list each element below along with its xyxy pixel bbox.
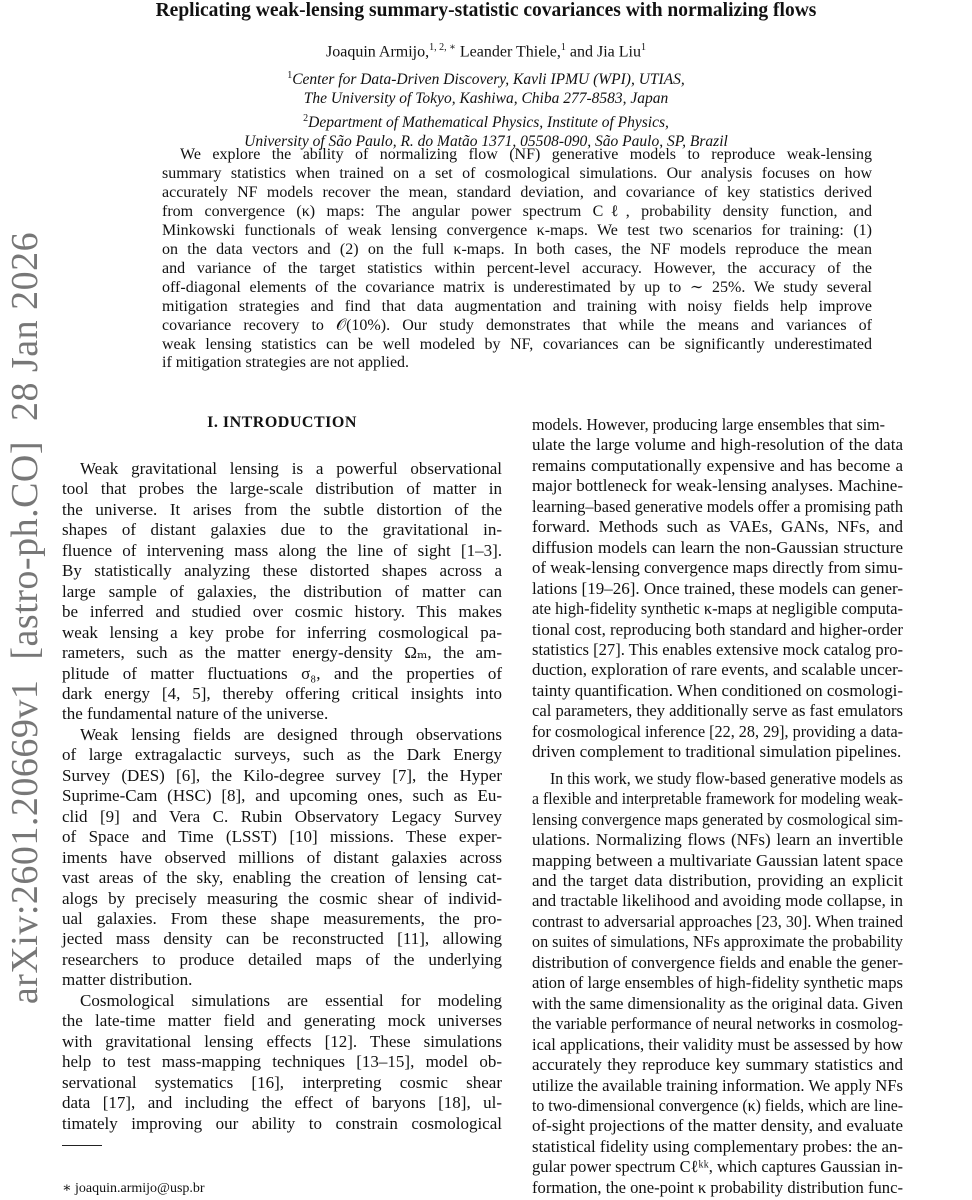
author-name: and Jia Liu <box>569 43 641 61</box>
affiliation-number: 1 <box>287 70 293 81</box>
text-line: clid [9] and Vera C. Rubin Observatory Legacy Survey <box>62 806 502 826</box>
abstract <box>162 146 872 373</box>
text-line: tional cost, reproducing both standard and higher-order <box>532 619 903 639</box>
text-line: accurately NF models recover the mean, standard deviation, and covariance of key statistics derived <box>162 183 872 201</box>
affiliation-line <box>0 109 972 132</box>
text-line: of large extragalactic surveys, such as the Dark Energy <box>62 745 502 765</box>
text-line: a flexible and interpretable framework for modeling weak- <box>532 789 903 809</box>
paragraph <box>162 146 872 373</box>
paragraph <box>62 991 502 1134</box>
affiliations <box>0 66 972 152</box>
text-line: on suites of simulations, NFs approximate the probability <box>532 932 903 952</box>
text-line: ical applications, their validity must be assessed by how <box>532 1034 903 1054</box>
text-line: data [17], and including the effect of baryons [18], ul- <box>62 1093 502 1113</box>
text-line: plitude of matter fluctuations σ₈, and the properties of <box>62 663 502 683</box>
text-line: statistical fidelity using complementary probes: the an- <box>532 1136 903 1156</box>
text-line: mitigation strategies and find that data augmentation and training with noisy fields help improve <box>162 297 872 315</box>
author-affiliation-mark: 1, 2, ∗ <box>429 42 456 53</box>
text-line: driven complement to traditional simulation pipelines. <box>532 742 902 762</box>
text-line: to two-dimensional convergence (κ) fields, which are line- <box>532 1095 903 1115</box>
text-line: diffusion models can learn the non-Gaussian structure <box>532 537 903 557</box>
text-line: servational systematics [16], interpreting cosmic shear <box>62 1072 502 1092</box>
text-line: cal parameters, they additionally serve as fast emulators <box>532 701 903 721</box>
text-line: statistics [27]. This enables extensive mock catalog pro- <box>532 639 903 659</box>
section-heading-introduction: I. INTRODUCTION <box>207 414 357 431</box>
text-line: the late-time matter field and generating mock universes <box>62 1011 502 1031</box>
text-line: ulations. Normalizing flows (NFs) learn an invertible <box>532 830 903 850</box>
text-line: accurately they reproduce key summary statistics and <box>532 1055 903 1075</box>
paragraph <box>532 415 903 763</box>
text-line: covariance recovery to 𝒪(10%). Our study demonstrates that while the means and variances of <box>162 316 872 334</box>
text-line: mapping between a multivariate Gaussian latent space <box>532 850 903 870</box>
text-line: matter distribution. <box>62 970 193 990</box>
text-line: distribution of convergence fields and enable the gener- <box>532 952 903 972</box>
paper-title: Replicating weak-lensing summary-statistic covariances with normalizing flows <box>155 0 817 21</box>
affiliation-line <box>0 66 972 89</box>
text-line: large sample of galaxies, the distribution of matter can <box>62 581 502 601</box>
text-line: weak lensing a key probe for inferring cosmological pa- <box>62 622 502 642</box>
text-line: weak lensing statistics can be well modeled by NF, covariances can be significantly underestimated <box>162 335 872 353</box>
text-line: shapes of distant galaxies due to the gravitational in- <box>62 520 502 540</box>
text-line: contrast to adversarial approaches [23, 30]. When trained <box>532 911 903 931</box>
author-list <box>0 42 972 61</box>
text-line: of Space and Time (LSST) [10] missions. These exper- <box>62 827 502 847</box>
text-line: dark energy [4, 5], thereby offering critical insights into <box>62 683 502 703</box>
text-line: lations [19–26]. Once trained, these models can gener- <box>532 578 903 598</box>
text-line: rameters, such as the matter energy-density Ωₘ, the am- <box>62 643 502 663</box>
affiliation-number: 2 <box>303 112 309 124</box>
text-line: gular power spectrum Cℓᵏᵏ, which captures Gaussian in- <box>532 1157 903 1177</box>
text-line: duction, exploration of rare events, and scalable uncer- <box>532 660 903 680</box>
arxiv-identifier-sidebar: arXiv:2601.20669v1 [astro-ph.CO] 28 Jan 2026 <box>4 231 46 1005</box>
text-line: formation, the one-point κ probability distribution func- <box>532 1177 903 1197</box>
paragraph <box>532 769 903 1199</box>
text-line: lensing convergence maps generated by cosmological sim- <box>532 809 903 829</box>
text-line: forward. Methods such as VAEs, GANs, NFs, and <box>532 517 903 537</box>
text-line: off-diagonal elements of the covariance matrix is underestimated by up to ∼ 25%. We study several <box>162 278 872 296</box>
text-line: iments have observed millions of distant galaxies across <box>62 847 502 867</box>
text-line: fluence of intervening mass along the line of sight [1–3]. <box>62 540 502 560</box>
text-line: the universe. It arises from the subtle distortion of the <box>62 499 502 519</box>
text-line: Weak lensing fields are designed through observations <box>80 724 502 744</box>
text-line: Suprime-Cam (HSC) [8], and upcoming ones, such as Eu- <box>62 786 502 806</box>
text-line: on the data vectors and (2) on the full κ-maps. In both cases, the NF models reproduce the mean <box>162 240 872 258</box>
text-line: Survey (DES) [6], the Kilo-degree survey [7], the Hyper <box>62 765 502 785</box>
text-line: of-sight projections of the matter density, and evaluate <box>532 1116 903 1136</box>
text-line: and tractable likelihood and avoiding mode collapse, in <box>532 891 903 911</box>
affiliation-text: Center for Data-Driven Discovery, Kavli IPMU (WPI), UTIAS, <box>292 71 685 89</box>
text-line: We explore the ability of normalizing flow (NF) generative models to reproduce weak-lensing <box>180 146 872 163</box>
author-affiliation-mark: 1 <box>560 42 566 53</box>
footnote-rule <box>62 1145 102 1146</box>
text-line: of weak-lensing convergence maps directly from simu- <box>532 558 903 578</box>
text-line: models. However, producing large ensembles that sim- <box>532 415 885 434</box>
author-name: Leander Thiele, <box>459 43 561 61</box>
text-line: be inferred and studied over cosmic history. This makes <box>62 602 502 622</box>
text-line: By statistically analyzing these distorted shapes across a <box>62 561 502 581</box>
text-line: for cosmological inference [22, 28, 29], providing a data- <box>532 721 903 741</box>
text-line: tool that probes the large-scale distribution of matter in <box>62 479 502 499</box>
text-line: ate high-fidelity synthetic κ-maps at negligible computa- <box>532 599 903 619</box>
footnote-email: ∗ joaquin.armijo@usp.br <box>62 1181 205 1196</box>
affiliation-text: Department of Mathematical Physics, Institute of Physics, <box>308 113 669 131</box>
text-line: Weak gravitational lensing is a powerful observational <box>80 459 502 478</box>
text-line: timately improving our ability to constrain cosmological <box>62 1113 502 1133</box>
text-line: the fundamental nature of the universe. <box>62 704 329 724</box>
affiliation-text: University of São Paulo, R. do Matão 1371, 05508-090, São Paulo, SP, Brazil <box>244 133 728 151</box>
text-line: major bottleneck for weak-lensing analyses. Machine- <box>532 476 903 496</box>
text-line: tainty quantification. When conditioned on cosmologi- <box>532 680 903 700</box>
text-line: if mitigation strategies are not applied. <box>162 354 410 372</box>
author-name: Joaquin Armijo, <box>326 43 430 61</box>
text-line: summary statistics when trained on a set of cosmological simulations. Our analysis focuses on how <box>162 164 872 182</box>
text-line: from convergence (κ) maps: The angular power spectrum Cℓ, probability density function, and <box>162 202 872 220</box>
text-line: Cosmological simulations are essential for modeling <box>80 990 502 1010</box>
text-line: utilize the available training information. We apply NFs <box>532 1075 903 1095</box>
affiliation-text: The University of Tokyo, Kashiwa, Chiba 277-8583, Japan <box>303 90 669 108</box>
paragraph <box>62 459 502 725</box>
text-line: In this work, we study flow-based generative models as <box>550 768 903 788</box>
text-line: ulate the large volume and high-resolution of the data <box>532 435 903 455</box>
left-column-body <box>62 459 502 1134</box>
author-affiliation-mark: 1 <box>640 42 646 53</box>
text-line: help to test mass-mapping techniques [13–15], model ob- <box>62 1052 502 1072</box>
text-line: with the same dimensionality as the original data. Given <box>532 993 903 1013</box>
text-line: Minkowski functionals of weak lensing convergence κ-maps. We test two scenarios for training: (1) <box>162 221 872 239</box>
text-line: alogs by precisely measuring the cosmic shear of individ- <box>62 888 502 908</box>
text-line: jected mass density can be reconstructed [11], allowing <box>62 929 502 949</box>
text-line: researchers to produce detailed maps of the underlying <box>62 949 502 969</box>
affiliation-line <box>0 89 972 108</box>
text-line: remains computationally expensive and has become a <box>532 455 903 475</box>
text-line: and variance of the target statistics within percent-level accuracy. However, the accuracy of the <box>162 259 872 277</box>
right-column-body <box>532 415 903 1198</box>
text-line: with gravitational lensing effects [12]. These simulations <box>62 1031 502 1051</box>
paragraph <box>62 725 502 991</box>
text-line: vast areas of the sky, enabling the creation of lensing cat- <box>62 868 502 888</box>
text-line: ation of large ensembles of high-fidelity synthetic maps <box>532 973 903 993</box>
text-line: learning–based generative models offer a promising path <box>532 496 903 516</box>
text-line: and the target data distribution, providing an explicit <box>532 870 903 890</box>
text-line: the variable performance of neural networks in cosmolog- <box>532 1014 903 1034</box>
text-line: ual galaxies. From these shape measurements, the pro- <box>62 908 502 928</box>
